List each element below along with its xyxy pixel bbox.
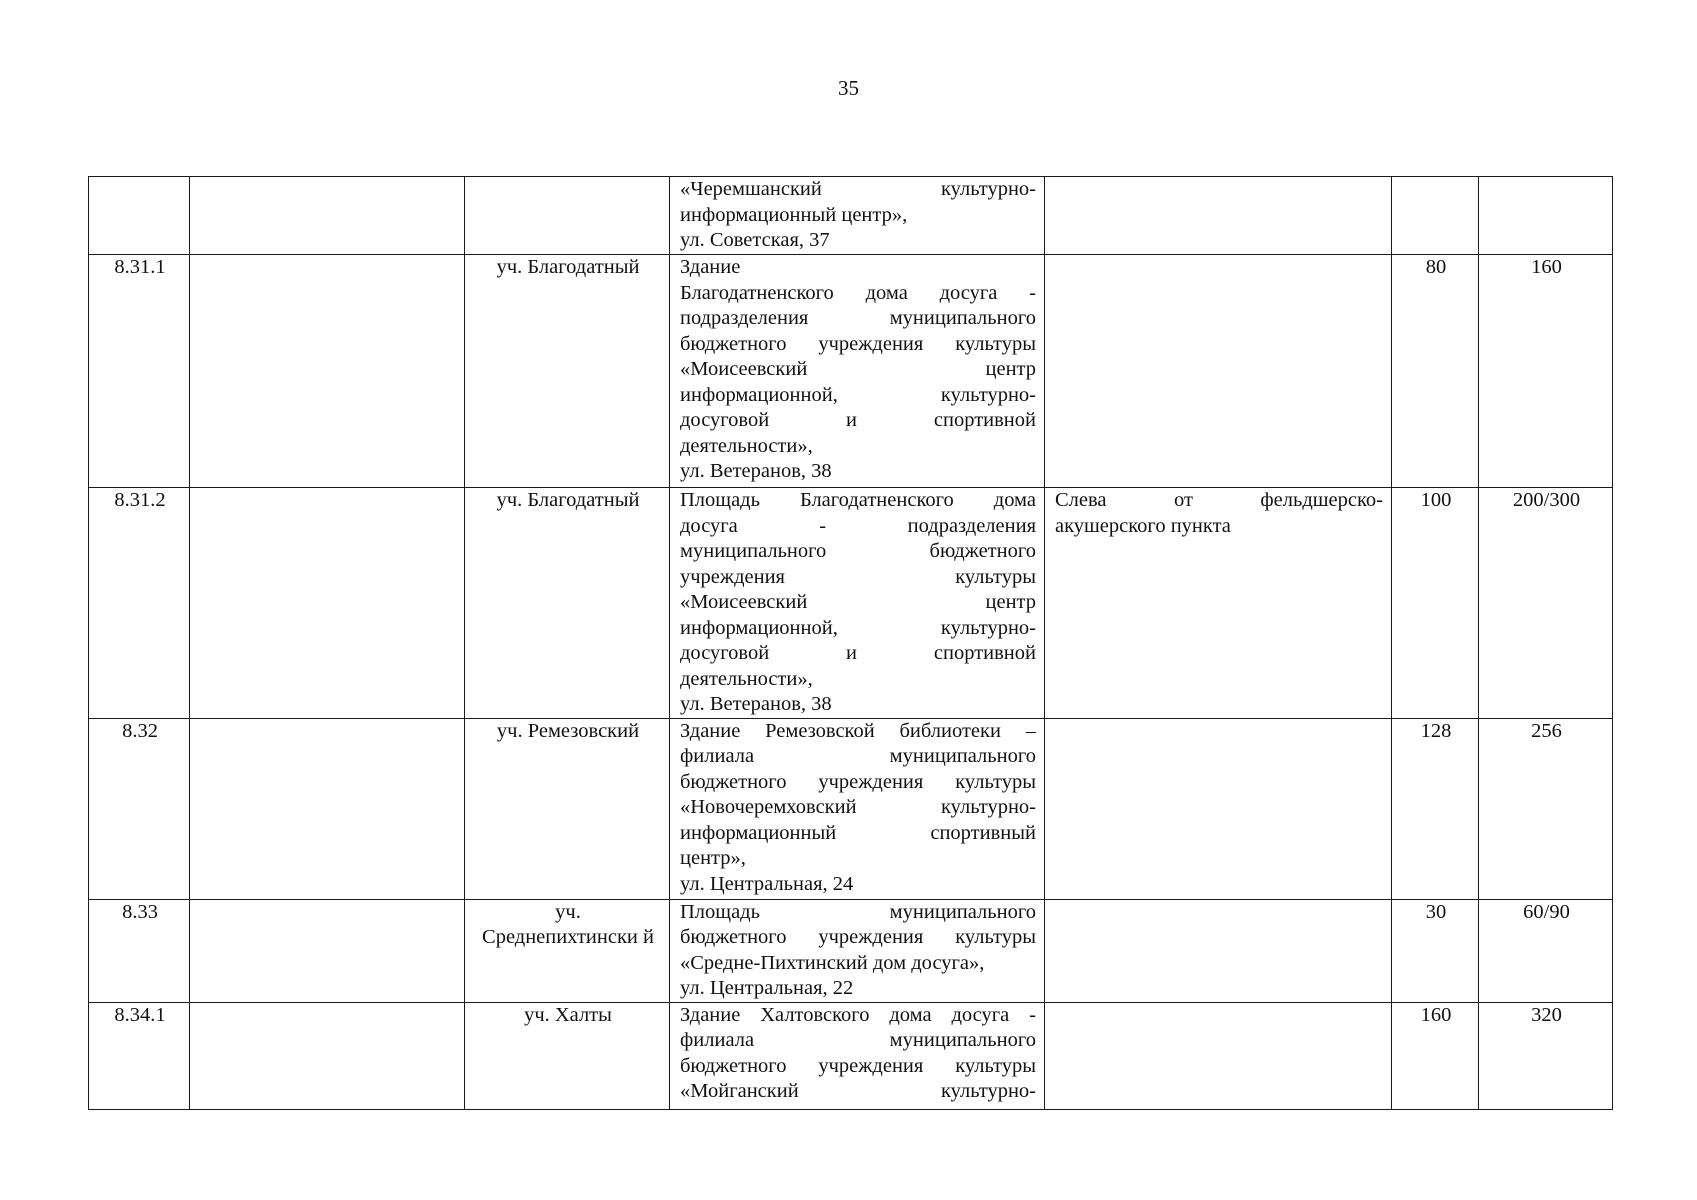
location-description-cell-line: филиала муниципального: [680, 745, 1036, 767]
location-description-cell-line: Благодатненского дома досуга -: [680, 281, 1036, 304]
location-description-cell-line: муниципального бюджетного: [680, 540, 1036, 562]
area-value-cell: 160: [1392, 1002, 1479, 1109]
capacity-value-cell: 200/300: [1479, 488, 1613, 719]
table-row: [89, 1002, 1613, 1109]
precinct-cell: уч. Благодатный: [465, 255, 670, 488]
placement-note-cell-line: акушерского пункта: [1055, 514, 1231, 537]
polling-places-table: [88, 176, 1613, 1110]
placement-note-cell: [1045, 718, 1392, 899]
location-description-cell-line: деятельности»,: [680, 667, 813, 690]
location-description-cell-line: ул. Ветеранов, 38: [680, 460, 832, 482]
empty-cell: [190, 488, 465, 719]
row-number-cell: 8.33: [89, 899, 190, 1002]
precinct-cell: уч. Халты: [465, 1002, 670, 1109]
location-description-cell-line: ул. Центральная, 24: [680, 872, 854, 895]
location-description-cell-line: Здание: [680, 256, 741, 278]
capacity-value-cell: 160: [1479, 255, 1613, 488]
row-number-cell: 8.32: [89, 718, 190, 899]
location-description-cell-line: Площадь Благодатненского дома: [680, 489, 1036, 511]
table-row: [89, 899, 1613, 1002]
location-description-cell-line: информационный спортивный: [680, 821, 1036, 844]
placement-note-cell-line: Слева от фельдшерско-: [1055, 489, 1383, 511]
row-number-cell: 8.34.1: [89, 1002, 190, 1109]
location-description-cell: [670, 899, 1045, 1002]
empty-cell: [190, 177, 465, 255]
empty-cell: [190, 1002, 465, 1109]
capacity-value-cell: 60/90: [1479, 899, 1613, 1002]
location-description-cell-line: Здание Ремезовской библиотеки –: [680, 719, 1036, 742]
location-description-cell-line: «Черемшанский культурно-: [680, 178, 1036, 200]
table-row: [89, 718, 1613, 899]
location-description-cell-line: деятельности»,: [680, 434, 813, 457]
location-description-cell: [670, 255, 1045, 488]
location-description-cell-line: «Моисеевский центр: [680, 591, 1036, 613]
precinct-cell: [465, 177, 670, 255]
location-description-cell-line: Здание Халтовского дома досуга -: [680, 1003, 1036, 1026]
location-description-cell-line: досуговой и спортивной: [680, 642, 1036, 664]
area-value-cell: 128: [1392, 718, 1479, 899]
location-description-cell-line: филиала муниципального: [680, 1029, 1036, 1051]
capacity-value-cell: 256: [1479, 718, 1613, 899]
location-description-cell-line: информационной, культурно-: [680, 383, 1036, 406]
location-description-cell-line: учреждения культуры: [680, 565, 1036, 588]
area-value-cell: 30: [1392, 899, 1479, 1002]
area-value-cell: 80: [1392, 255, 1479, 488]
location-description-cell: [670, 488, 1045, 719]
row-number-cell: 8.31.1: [89, 255, 190, 488]
placement-note-cell: [1045, 899, 1392, 1002]
precinct-cell: уч. Благодатный: [465, 488, 670, 719]
location-description-cell-line: «Новочеремховский культурно-: [680, 796, 1036, 818]
location-description-cell-line: ул. Советская, 37: [680, 229, 830, 251]
table-row: [89, 177, 1613, 255]
placement-note-cell: [1045, 488, 1392, 719]
location-description-cell-line: досуговой и спортивной: [680, 409, 1036, 431]
row-number-cell: [89, 177, 190, 255]
location-description-cell: [670, 718, 1045, 899]
precinct-cell: уч. Ремезовский: [465, 718, 670, 899]
placement-note-cell: [1045, 177, 1392, 255]
location-description-cell-line: досуга - подразделения: [680, 514, 1036, 537]
location-description-cell-line: «Моисеевский центр: [680, 358, 1036, 380]
table-row: [89, 255, 1613, 488]
area-value-cell: 100: [1392, 488, 1479, 719]
empty-cell: [190, 255, 465, 488]
location-description-cell-line: бюджетного учреждения культуры: [680, 926, 1036, 948]
location-description-cell-line: «Средне-Пихтинский дом досуга»,: [680, 951, 985, 974]
location-description-cell: [670, 1002, 1045, 1109]
row-number-cell: 8.31.2: [89, 488, 190, 719]
location-description-cell: [670, 177, 1045, 255]
placement-note-cell: [1045, 1002, 1392, 1109]
location-description-cell-line: центр»,: [680, 847, 746, 869]
location-description-cell-line: ул. Ветеранов, 38: [680, 693, 832, 715]
location-description-cell-line: ул. Центральная, 22: [680, 977, 854, 999]
empty-cell: [190, 718, 465, 899]
capacity-value-cell: 320: [1479, 1002, 1613, 1109]
location-description-cell-line: бюджетного учреждения культуры: [680, 332, 1036, 355]
location-description-cell-line: информационной, культурно-: [680, 616, 1036, 639]
location-description-cell-line: подразделения муниципального: [680, 307, 1036, 329]
location-description-cell-line: Площадь муниципального: [680, 900, 1036, 923]
empty-cell: [190, 899, 465, 1002]
location-description-cell-line: бюджетного учреждения культуры: [680, 1054, 1036, 1077]
page-number: 35: [838, 76, 859, 100]
location-description-cell-line: информационный центр»,: [680, 203, 908, 226]
area-value-cell: [1392, 177, 1479, 255]
capacity-value-cell: [1479, 177, 1613, 255]
table-row: [89, 488, 1613, 719]
precinct-cell: уч. Среднепихтински й: [465, 899, 670, 1002]
location-description-cell-line: «Мойганский культурно-: [680, 1080, 1036, 1102]
placement-note-cell: [1045, 255, 1392, 488]
location-description-cell-line: бюджетного учреждения культуры: [680, 770, 1036, 793]
